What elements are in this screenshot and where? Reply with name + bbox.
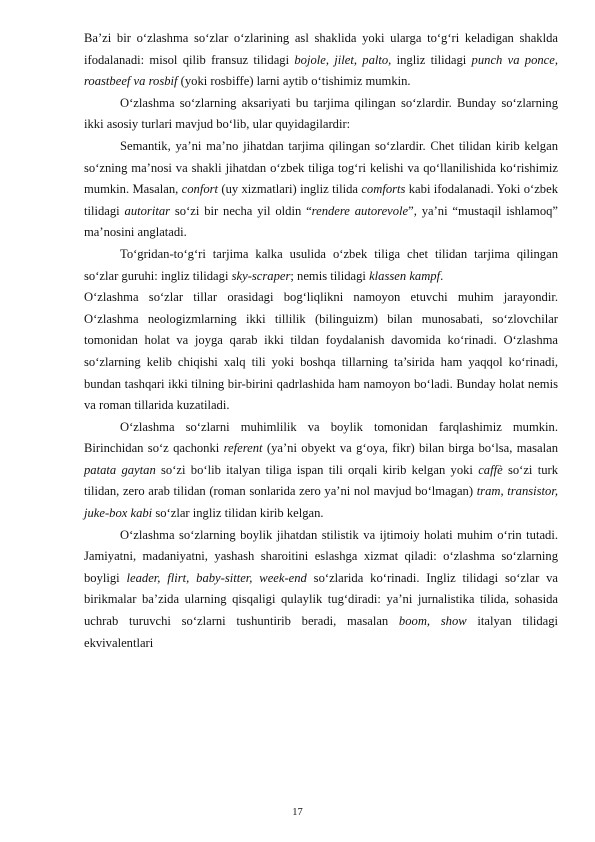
text-run: so‘zi bo‘lib italyan tiliga ispan tili orqali kirib kelgan yoki bbox=[155, 462, 479, 477]
text-run: O‘zlashma so‘zlar tillar orasidagi bog‘liqlikni namoyon etuvchi muhim jarayondir. O‘zlashma neologizmlarning ikki tillilik (bilinguizm) bilan munosabati, so‘zlovchilar tomonidan holat va joyga qarab ikki tildan foydalanish davomida ko‘rinadi. O‘zlashma so‘zlarning kelib chiqishi xalq tili yoki boshqa tillarning ta’sirida ham yaqqol ko‘rinadi, bundan tashqari ikki tilning bir-birini qadrlashida ham namoyon bo‘ladi. Bunday holat nemis va roman tillarida kuzatiladi. bbox=[84, 290, 558, 413]
text-run: Ba’zi bir o‘zlashma so‘zlar o‘zlarining asl shaklida yoki ularga to‘g‘ri keladigan shaklda ifodalanadi: misol qilib fransuz tilidagi bbox=[84, 31, 558, 67]
italic-term: autoritar bbox=[124, 203, 171, 218]
text-run: italyan tilidagi ekvivalentlari bbox=[84, 614, 558, 650]
paragraph-4 bbox=[84, 244, 558, 287]
text-run: (ya’ni obyekt va g‘oya, fikr) bilan birga bo‘lsa, masalan bbox=[262, 441, 558, 456]
text-run: (uy xizmatlari) ingliz tilida bbox=[218, 182, 362, 197]
paragraph-2 bbox=[84, 93, 558, 136]
text-run: O‘zlashma so‘zlarni muhimlilik va boylik tomonidan farqlashimiz mumkin. Birinchidan so‘z qachonki bbox=[84, 419, 558, 456]
text-run: ingliz tilidagi bbox=[391, 52, 472, 67]
paragraph-7 bbox=[84, 525, 558, 655]
text-run: To‘gridan-to‘g‘ri tarjima kalka usulida o‘zbek tiliga chet tilidan tarjima qilingan so‘zlar guruhi: ingliz tilidagi bbox=[84, 246, 558, 283]
text-run: (yoki rosbiffe) larni aytib o‘tishimiz mumkin. bbox=[177, 74, 411, 89]
italic-term: sky-scraper bbox=[231, 268, 291, 283]
text-run: . bbox=[440, 268, 444, 283]
text-run: O‘zlashma so‘zlarning boylik jihatdan stilistik va ijtimoiy holati muhim o‘rin tutadi. Jamiyatni, madaniyatni, yashash sharoitini eslashga xizmat qiladi: o‘zlashma so‘zlarning boyligi bbox=[84, 527, 558, 585]
paragraph-1 bbox=[84, 28, 558, 93]
text-run: Semantik, ya’ni ma’no jihatdan tarjima qilingan so‘zlardir. Chet tilidan kirib kelgan so‘zning ma’nosi va shakli jihatdan o‘zbek tiliga tog‘ri kelishi va qo‘llanilishida ko‘rishimiz mumkin. Masalan, bbox=[84, 138, 558, 197]
italic-term: punch va ponce, roastbeef va rosbif bbox=[84, 52, 558, 89]
text-run: ”, ya’ni “mustaqil ishlamoq” ma’nosini anglatadi. bbox=[84, 203, 559, 240]
text-run: O‘zlashma so‘zlarning aksariyati bu tarjima qilingan so‘zlardir. Bunday so‘zlarning ikki asosiy turlari mavjud bo‘lib, ular quyidagilardir: bbox=[84, 95, 558, 132]
italic-term: tram, transistor, juke-box kabi bbox=[84, 484, 558, 521]
italic-term: boom, show bbox=[398, 614, 467, 629]
italic-term: referent bbox=[223, 441, 263, 456]
text-run: so‘zi bir necha yil oldin “ bbox=[170, 203, 312, 218]
italic-term: comforts bbox=[361, 182, 406, 197]
page-number: 17 bbox=[292, 807, 303, 818]
italic-term: bojole, jilet, palto, bbox=[294, 52, 392, 67]
text-run: ; nemis tilidagi bbox=[290, 268, 370, 283]
italic-term: confort bbox=[181, 182, 219, 197]
paragraph-6 bbox=[84, 417, 558, 525]
italic-term: rendere autorevole bbox=[311, 203, 409, 218]
italic-term: leader, flirt, baby-sitter, week-end bbox=[126, 570, 307, 585]
paragraph-5 bbox=[84, 287, 558, 417]
text-run: so‘zi turk tilidan, zero arab tilidan (roman sonlarida zero ya’ni nol mavjud bo‘lmagan) bbox=[84, 462, 558, 499]
document-body bbox=[84, 28, 558, 654]
text-run: kabi ifodalanadi. Yoki o‘zbek tilidagi bbox=[84, 182, 558, 218]
paragraph-3 bbox=[84, 136, 558, 244]
text-run: so‘zlarida ko‘rinadi. Ingliz tilidagi so‘zlar va birikmalar ba’zida ularning qisqaligi qulaylik tug‘diradi: ya’ni jurnalistika tilida, sohasida uchrab turuvchi so‘zlarni tushuntirib beradi, masalan bbox=[84, 570, 558, 629]
italic-term: patata gaytan bbox=[84, 462, 156, 477]
italic-term: caffè bbox=[478, 462, 503, 477]
italic-term: klassen kampf bbox=[369, 268, 441, 283]
text-run: so‘zlar ingliz tilidan kirib kelgan. bbox=[152, 506, 324, 521]
